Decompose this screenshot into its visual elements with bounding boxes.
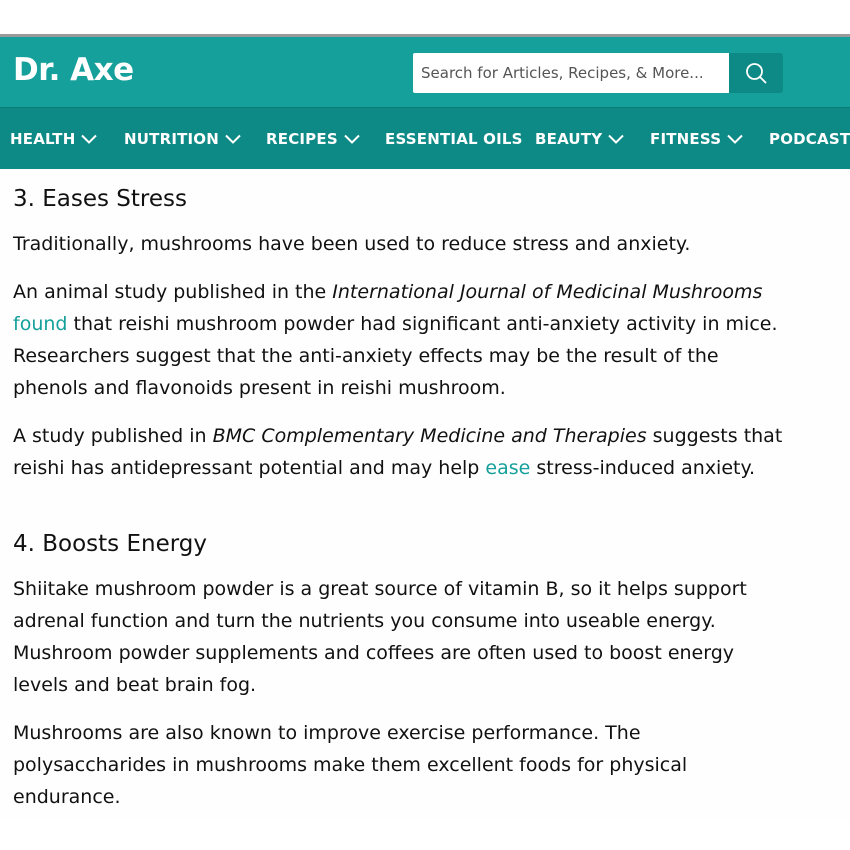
nav-item-label: NUTRITION xyxy=(124,130,220,148)
section-heading: 4. Boosts Energy xyxy=(13,531,207,557)
nav-item-label: FITNESS xyxy=(650,130,722,148)
chevron-down-icon xyxy=(81,134,97,144)
nav-item-label: HEALTH xyxy=(10,130,76,148)
nav-item-essential-oils[interactable] xyxy=(385,108,523,169)
paragraph: Traditionally, mushrooms have been used to reduce stress and anxiety. xyxy=(13,233,691,255)
article-body xyxy=(0,169,850,819)
chevron-down-icon xyxy=(344,134,360,144)
nav-item-label: BEAUTY xyxy=(535,130,603,148)
section-heading: 3. Eases Stress xyxy=(13,186,187,212)
chevron-down-icon xyxy=(225,134,241,144)
nav-item-podcast[interactable] xyxy=(769,108,850,169)
nav-item-recipes[interactable] xyxy=(266,108,360,169)
search-button[interactable] xyxy=(729,53,783,93)
paragraph xyxy=(13,420,788,484)
paragraph-text: that reishi mushroom powder had significant anti-anxiety activity in mice. Researchers suggest that the anti-anxiety effects may be the result of the phenols and flavonoids present in reishi mushroom. xyxy=(13,313,778,399)
site-header xyxy=(0,37,850,107)
chevron-down-icon xyxy=(727,134,743,144)
main-nav xyxy=(0,107,850,169)
nav-item-label: PODCAST xyxy=(769,130,850,148)
found-link[interactable]: found xyxy=(13,313,68,335)
paragraph-text: stress-induced anxiety. xyxy=(530,457,756,479)
ease-link[interactable]: ease xyxy=(485,457,531,479)
nav-item-nutrition[interactable] xyxy=(124,108,241,169)
browser-top-strip xyxy=(0,0,850,34)
paragraph: Shiitake mushroom powder is a great source of vitamin B, so it helps support adrenal function and turn the nutrients you consume into useable energy. Mushroom powder supplements and coffees are often used to boost energy levels and beat brain fog. xyxy=(13,578,747,696)
chevron-down-icon xyxy=(608,134,624,144)
paragraph-text: An animal study published in the xyxy=(13,281,333,303)
nav-item-label: ESSENTIAL OILS xyxy=(385,130,523,148)
journal-title: International Journal of Medicinal Mushrooms xyxy=(332,281,763,303)
nav-item-label: RECIPES xyxy=(266,130,338,148)
journal-title: BMC Complementary Medicine and Therapies xyxy=(212,425,647,447)
paragraph-text: A study published in xyxy=(13,425,213,447)
search-icon xyxy=(745,62,767,84)
nav-item-fitness[interactable] xyxy=(650,108,743,169)
paragraph: Mushrooms are also known to improve exercise performance. The polysaccharides in mushrooms make them excellent foods for physical endurance. xyxy=(13,722,688,808)
paragraph-text: suggests that reishi has antidepressant potential and may help xyxy=(13,425,783,479)
site-logo[interactable]: Dr. Axe xyxy=(13,52,134,88)
nav-item-health[interactable] xyxy=(10,108,97,169)
nav-item-beauty[interactable] xyxy=(535,108,624,169)
search-input[interactable] xyxy=(413,53,729,93)
paragraph xyxy=(13,276,788,404)
